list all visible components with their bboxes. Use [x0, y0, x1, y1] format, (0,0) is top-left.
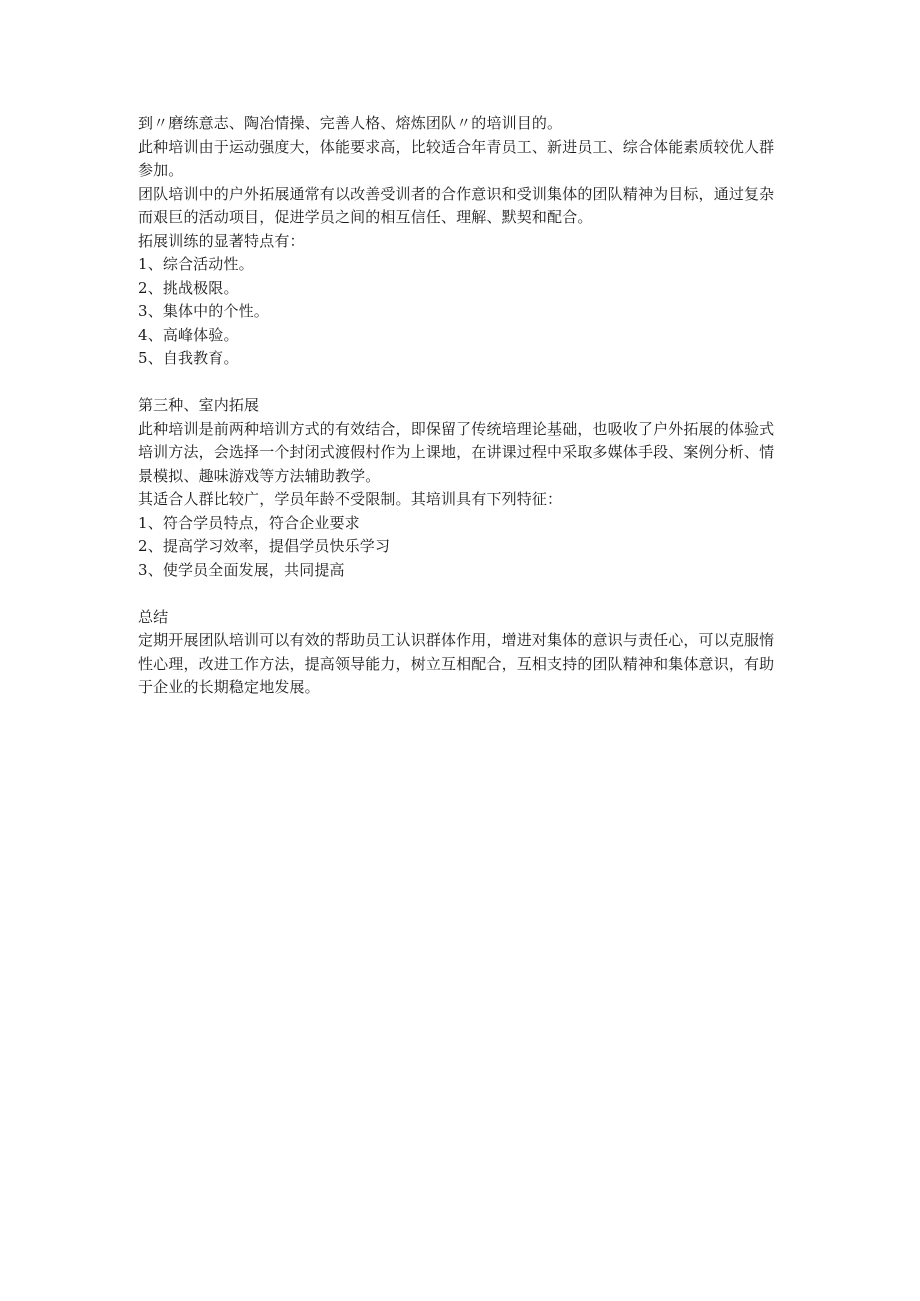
- document-page: [138, 112, 798, 700]
- indoor-feature-item: 3、使学员全面发展，共同提高: [138, 560, 345, 579]
- summary-line: 于企业的长期稳定地发展。: [138, 678, 320, 696]
- outdoor-goal-line: 团队培训中的户外拓展通常有以改善受训者的合作意识和受训集体的团队精神为目标，通过复杂: [138, 184, 775, 203]
- indoor-feature-item: 1、符合学员特点，符合企业要求: [138, 513, 360, 532]
- outdoor-feature-item: 3、集体中的个性。: [138, 302, 269, 320]
- outdoor-features-heading: 拓展训练的显著特点有：: [138, 231, 305, 250]
- indoor-desc-line: 培训方法，会选择一个封闭式渡假村作为上课地，在讲课过程中采取多媒体手段、案例分析、情: [138, 443, 775, 461]
- outdoor-feature-item: 5、自我教育。: [138, 349, 239, 367]
- outdoor-suit-line: 此种培训由于运动强度大，体能要求高，比较适合年青员工、新进员工、综合体能素质较优人群: [138, 137, 775, 156]
- outdoor-suit-line: 参加。: [138, 161, 184, 179]
- outdoor-feature-item: 1、综合活动性。: [138, 255, 254, 273]
- indoor-feature-item: 2、提高学习效率，提倡学员快乐学习: [138, 537, 391, 555]
- indoor-audience-line: 其适合人群比较广，学员年龄不受限制。其培训具有下列特征：: [138, 490, 563, 508]
- outdoor-feature-item: 2、挑战极限。: [138, 278, 239, 297]
- indoor-desc-line: 景模拟、趣味游戏等方法辅助教学。: [138, 466, 381, 485]
- outdoor-goal-line: 而艰巨的活动项目，促进学员之间的相互信任、理解、默契和配合。: [138, 208, 593, 226]
- outdoor-intro-line: 到〃磨练意志、陶冶情操、完善人格、熔炼团队〃的培训目的。: [138, 114, 563, 132]
- paragraph-gap: [138, 371, 798, 395]
- outdoor-feature-item: 4、高峰体验。: [138, 325, 239, 344]
- paragraph-gap: [138, 582, 798, 606]
- summary-line: 性心理，改进工作方法，提高领导能力，树立互相配合，互相支持的团队精神和集体意识，有助: [138, 654, 775, 673]
- indoor-desc-line: 此种培训是前两种培训方式的有效结合，即保留了传统培理论基础，也吸收了户外拓展的体验式: [138, 419, 775, 438]
- summary-heading: 总结: [138, 607, 169, 626]
- summary-line: 定期开展团队培训可以有效的帮助员工认识群体作用，增进对集体的意识与责任心，可以克服惰: [138, 631, 775, 649]
- indoor-heading: 第三种、室内拓展: [138, 396, 260, 414]
